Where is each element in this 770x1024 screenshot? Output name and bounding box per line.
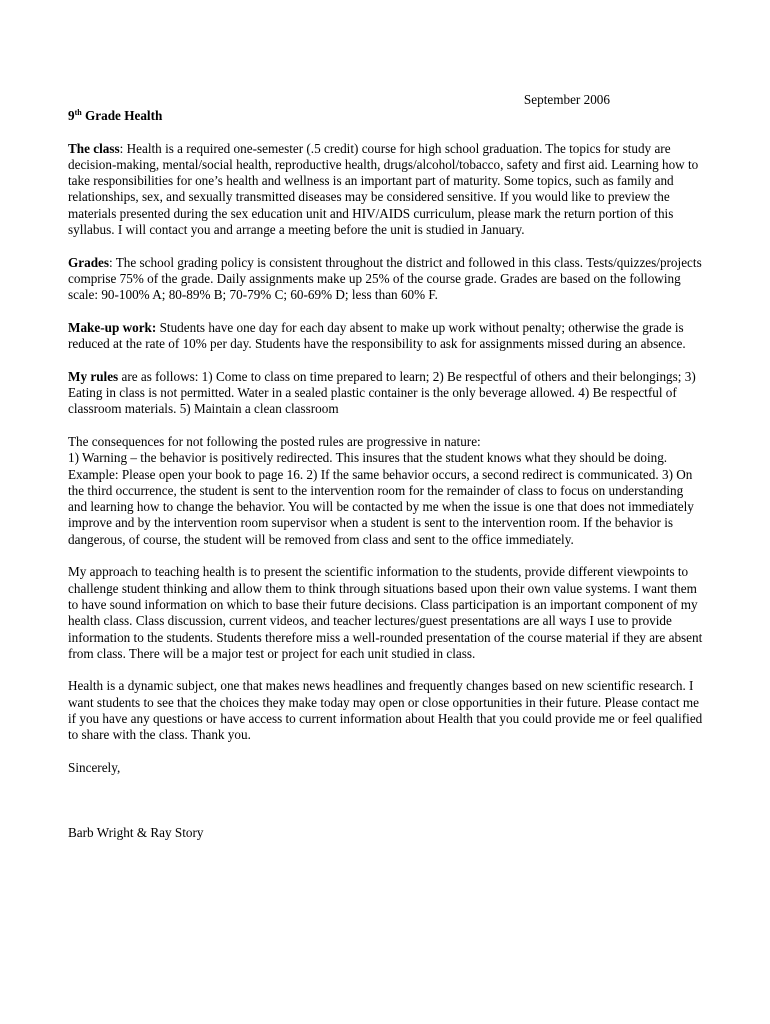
grade-ordinal-suffix: th xyxy=(74,108,82,118)
consequences-intro: The consequences for not following the posted rules are progressive in nature: xyxy=(68,433,481,449)
class-label: The class xyxy=(68,140,120,156)
grades-paragraph xyxy=(68,255,704,304)
makeup-paragraph xyxy=(68,320,704,353)
letter-date: September 2006 xyxy=(523,92,610,107)
rules-text: are as follows: 1) Come to class on time prepared to learn; 2) Be respectful of others and their belongings; 3) Eating in class is not permitted. Water in a sealed plastic container is the only beverage allowed. 4) Be respectful of classroom materials. 5) Maintain a clean classroom xyxy=(68,368,696,417)
makeup-text: Students have one day for each day absent to make up work without penalty; otherwise the grade is reduced at the rate of 10% per day. Students have the responsibility to ask for assignments missed during an absence. xyxy=(68,319,686,352)
consequence-step-1-2: 1) Warning – the behavior is positively redirected. This insures that the student knows what they should be doing. Example: Please open your book to page 16. 2) If the same behavior occurs, a second redirect is communicated. xyxy=(68,450,668,482)
rules-paragraph xyxy=(68,369,704,418)
closing-paragraph: Health is a dynamic subject, one that makes news headlines and frequently changes based on new scientific research. I want students to see that the choices they make today may open or close opportunities in their future. Please contact me if you have any questions or have access to current information about Health that you could provide me or feel qualified to share with the class. Thank you. xyxy=(68,678,703,743)
class-text: : Health is a required one-semester (.5 credit) course for high school graduation. The topics for study are decision-making, mental/social health, reproductive health, drugs/alcohol/tobacco, safety and first aid. Learning how to take responsibilities for one’s health and wellness is an important part of maturity. Some topics, such as family and relationships, sex, and sexually transmitted diseases may be considered sensitive. If you would like to preview the materials presented during the sex education unit and HIV/AIDS curriculum, please mark the return portion of this syllabus. I will contact you and arrange a meeting before the unit is studied in January. xyxy=(68,140,699,238)
makeup-label: Make-up work: xyxy=(68,319,157,335)
signoff: Sincerely, xyxy=(68,759,121,775)
consequences-paragraph xyxy=(68,434,704,548)
grade-number: 9 xyxy=(68,108,75,124)
consequence-step-3: 3) On the third occurrence, the student is sent to the intervention room for the remainder of class to focus on understanding and learning how to change the behavior. You will be contacted by me when the issue is one that does not immediately improve and by the intervention room supervisor when a student is sent to the intervention room. If the behavior is dangerous, of course, the student will be removed from class and sent to the office immediately. xyxy=(68,466,694,547)
approach-paragraph: My approach to teaching health is to present the scientific information to the students, provide different viewpoints to challenge student thinking and allow them to think through situations based upon their own value systems. I want them to have sound information on which to base their future decisions. Class participation is an important component of my health class. Class discussion, current videos, and teacher lectures/guest presentations are all ways I use to provide information to the students. Students therefore miss a well-rounded presentation of the course material if they are absent from class. There will be a major test or project for each unit studied in class. xyxy=(68,564,703,661)
rules-label: My rules xyxy=(68,368,119,384)
grades-label: Grades xyxy=(68,254,110,270)
signature: Barb Wright & Ray Story xyxy=(68,825,204,841)
class-paragraph xyxy=(68,141,704,239)
course-title: Grade Health xyxy=(81,108,163,124)
course-heading xyxy=(68,108,704,124)
syllabus-letter xyxy=(68,92,704,841)
grades-text: : The school grading policy is consistent throughout the district and followed in this class. Tests/quizzes/projects comprise 75% of the grade. Daily assignments make up 25% of the course grade. Grades are based on the following scale: 90-100% A; 80-89% B; 70-79% C; 60-69% D; less than 60% F. xyxy=(68,254,702,303)
